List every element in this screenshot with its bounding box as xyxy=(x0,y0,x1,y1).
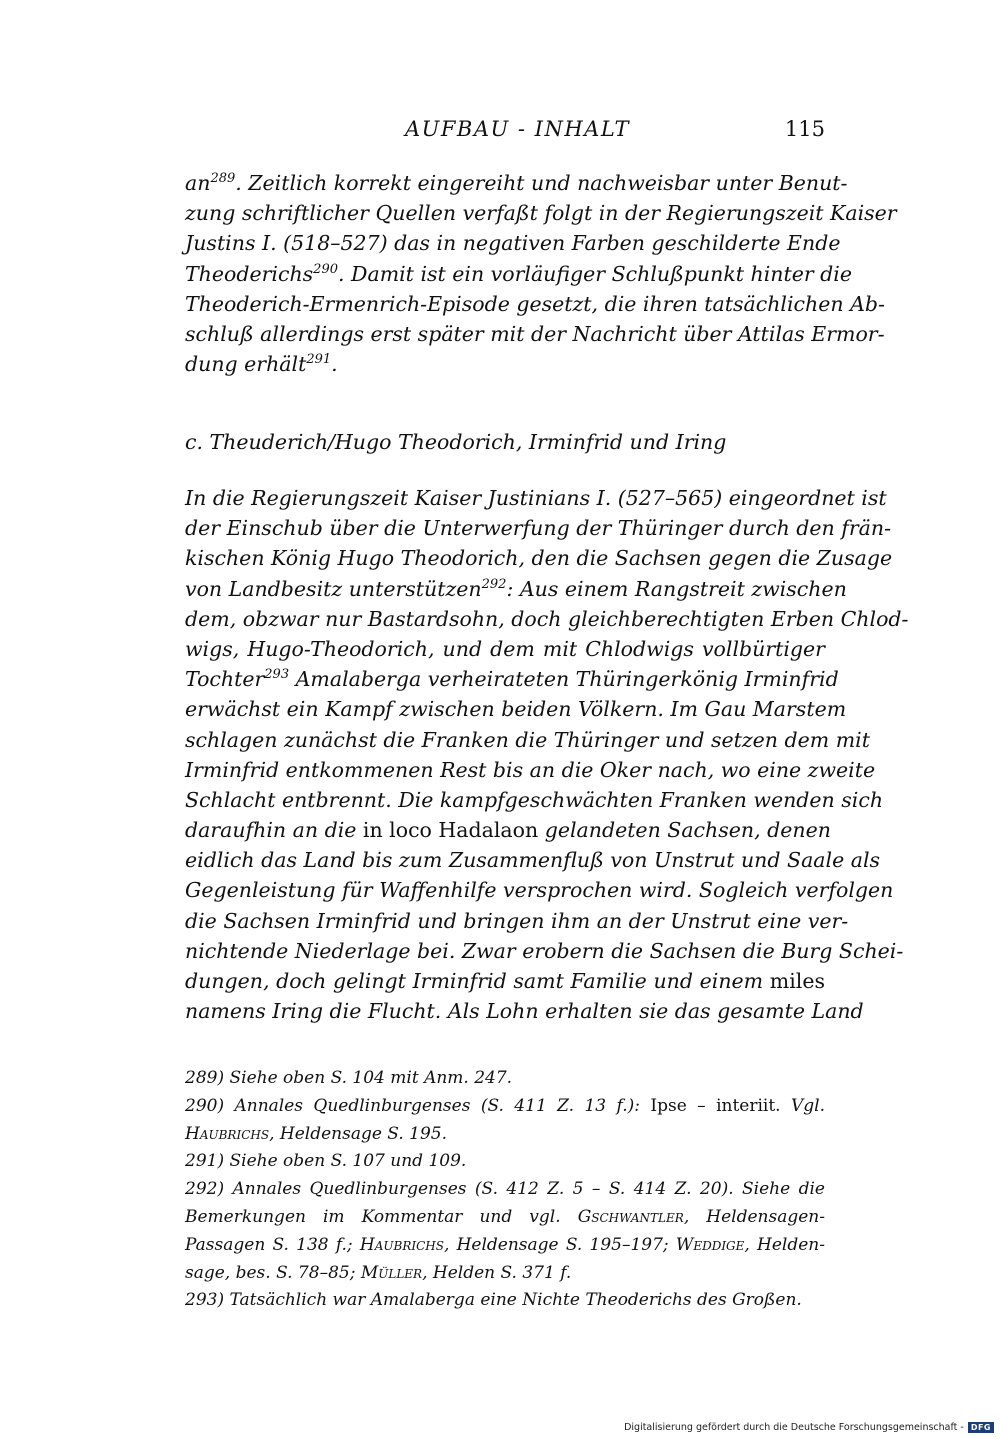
dfg-logo-icon[interactable]: DFG xyxy=(968,1422,994,1433)
footnote-ref[interactable]: 289 xyxy=(210,171,236,186)
paragraph-1 xyxy=(185,168,897,379)
text-line: In die Regierungszeit Kaiser Justinians I. (527–565) eingeordnet ist xyxy=(185,486,887,510)
footnote-ref[interactable]: 291 xyxy=(306,352,332,368)
footnotes xyxy=(185,1065,825,1315)
footnote-292-cont: Passagen S. 138 f.; Haubrichs, Heldensage S. 195–197; Weddige, Helden- xyxy=(185,1234,825,1255)
text-line: schlagen zunächst die Franken die Thüringer und setzen dem mit xyxy=(185,727,870,752)
footnote-290-cont: Haubrichs, Heldensage S. 195. xyxy=(185,1123,448,1144)
footnote-ref[interactable]: 292 xyxy=(481,576,507,592)
paragraph-2 xyxy=(185,483,909,1026)
text-line: kischen König Hugo Theodorich, den die Sachsen gegen die Zusage xyxy=(185,546,893,571)
text-line: Theoderichs$^{290}$. Damit ist ein vorläufiger Schlußpunkt hinter die xyxy=(185,261,852,286)
footnote-293: 293) Tatsächlich war Amalaberga eine Nichte Theoderichs des Großen. xyxy=(185,1290,802,1311)
footnote-292: 292) Annales Quedlinburgenses (S. 412 Z. 5 – S. 414 Z. 20). Siehe die xyxy=(185,1179,825,1200)
text-line: Theoderich-Ermenrich-Episode gesetzt, die ihren tatsächlichen Ab- xyxy=(185,291,885,316)
text-line: von Landbesitz unterstützen$^{292}$: Aus einem Rangstreit zwischen xyxy=(185,576,847,601)
footnote-292-cont: sage, bes. S. 78–85; Müller, Helden S. 371 f. xyxy=(185,1262,572,1283)
page-header xyxy=(185,117,825,147)
text-line: dung erhält$^{291}$. xyxy=(185,352,338,377)
text-line: nichtende Niederlage bei. Zwar erobern die Sachsen die Burg Schei- xyxy=(185,938,904,963)
text-line: Gegenleistung für Waffenhilfe versprochen wird. Sogleich verfolgen xyxy=(185,878,894,903)
text-line: Irminfrid entkommenen Rest bis an die Oker nach, wo eine zweite xyxy=(185,757,876,782)
page-number: 115 xyxy=(784,117,825,141)
text-line: der Einschub über die Unterwerfung der Thüringer durch den frän- xyxy=(185,516,892,541)
text-line: zung schriftlicher Quellen verfaßt folgt in der Regierungszeit Kaiser xyxy=(185,201,897,226)
text-line: wigs, Hugo-Theodorich, und dem mit Chlodwigs vollbürtiger xyxy=(185,636,825,661)
text-line: schluß allerdings erst später mit der Nachricht über Attilas Ermor- xyxy=(185,321,885,346)
footnote-290: 290) Annales Quedlinburgenses (S. 411 Z. 13 f.): Ipse – interiit. Vgl. xyxy=(185,1095,825,1116)
footnote-292-cont: Bemerkungen im Kommentar und vgl. Gschwantler, Heldensagen- xyxy=(185,1206,825,1227)
footnote-291: 291) Siehe oben S. 107 und 109. xyxy=(185,1151,467,1172)
footnote-289: 289) Siehe oben S. 104 mit Anm. 247. xyxy=(185,1068,513,1088)
text-line: daraufhin an die in loco Hadalaon gelandeten Sachsen, denen xyxy=(185,818,831,843)
footnote-ref[interactable]: 293 xyxy=(264,667,290,683)
text-line: erwächst ein Kampf zwischen beiden Völkern. Im Gau Marstem xyxy=(185,697,847,722)
footnote-ref[interactable]: 290 xyxy=(313,261,338,277)
text-line: namens Iring die Flucht. Als Lohn erhalten sie das gesamte Land xyxy=(185,999,864,1024)
section-heading: c. Theuderich/Hugo Theodorich, Irminfrid und Iring xyxy=(185,430,727,454)
credit-text: Digitalisierung gefördert durch die Deutsche Forschungsgemeinschaft - xyxy=(624,1422,964,1433)
text-line: die Sachsen Irminfrid und bringen ihm an der Unstrut eine ver- xyxy=(185,908,849,933)
text-line: eidlich das Land bis zum Zusammenfluß von Unstrut und Saale als xyxy=(185,848,881,873)
text-line: Schlacht entbrennt. Die kampfgeschwächten Franken wenden sich xyxy=(185,787,884,812)
running-title: AUFBAU - INHALT xyxy=(405,117,631,141)
text-line: dem, obzwar nur Bastardsohn, doch gleichberechtigten Erben Chlod- xyxy=(185,606,909,631)
text-line: dungen, doch gelingt Irminfrid samt Familie und einem miles xyxy=(185,969,825,993)
text-line: $an^{289}$. Zeitlich korrekt eingereiht und nachweisbar unter Benut- xyxy=(185,171,848,195)
digitization-credit xyxy=(624,1422,994,1433)
text-line: Tochter$^{293}$ Amalaberga verheirateten Thüringerkönig Irminfrid xyxy=(185,667,839,692)
text-line: Justins I. (518–527) das in negativen Farben geschilderte Ende xyxy=(185,231,841,256)
